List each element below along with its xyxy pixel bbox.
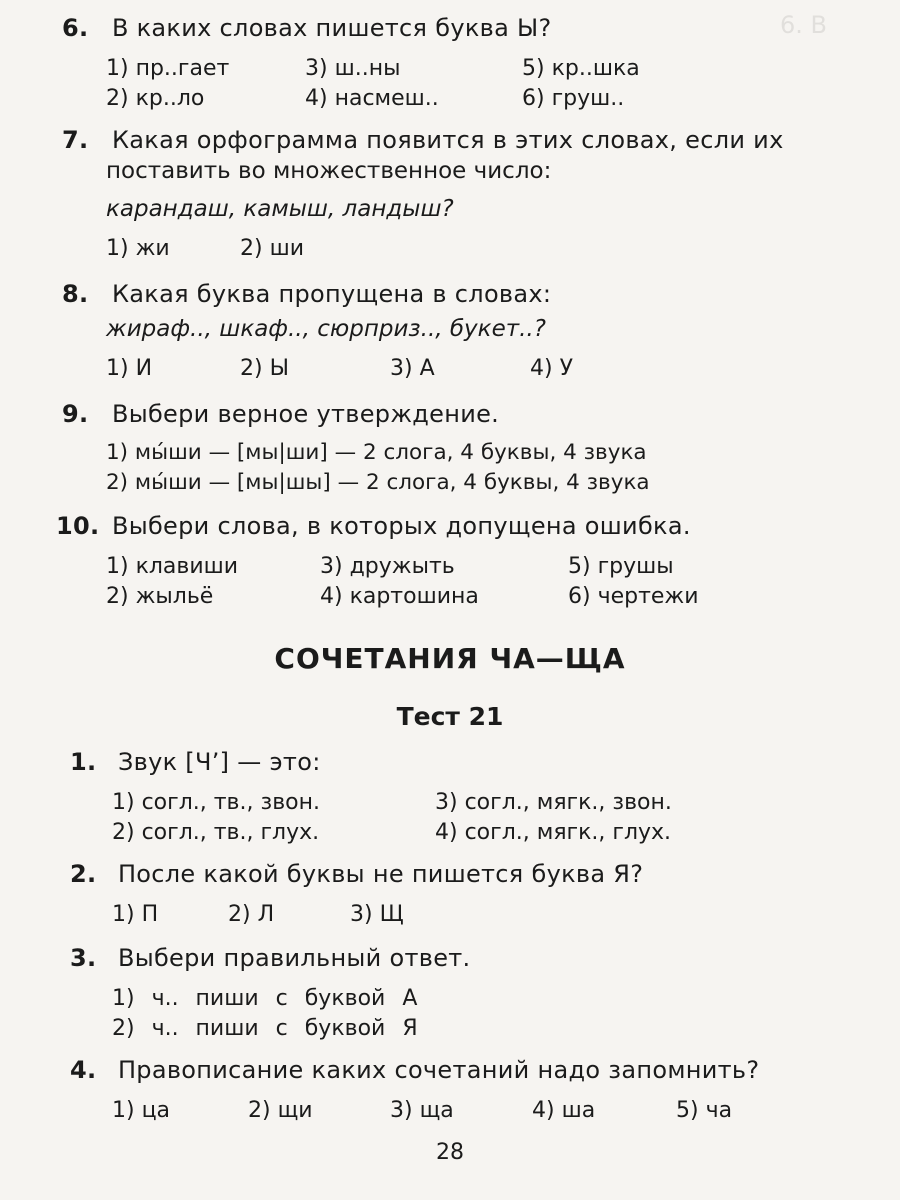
section-title: СОЧЕТАНИЯ ЧА—ЩА: [274, 642, 626, 675]
test-title: Тест 21: [396, 702, 504, 731]
question-text: В каких словах пишется буква Ы?: [111, 14, 552, 42]
question-8: [62, 280, 551, 308]
question-number: 7.: [62, 126, 89, 154]
question-number: 6.: [62, 14, 89, 42]
question-text: Выбери правильный ответ.: [117, 944, 471, 972]
option: 6) чертежи: [568, 584, 699, 609]
option: 1) согл., тв., звон.: [112, 790, 320, 815]
question-6: [62, 14, 552, 42]
option: 2) жыльё: [106, 584, 214, 609]
option: 4) согл., мягк., глух.: [435, 820, 672, 845]
option: 2) кр..ло: [106, 86, 205, 111]
question-text: Звук [Ч’] — это:: [117, 748, 321, 776]
question-text: Выбери верное утверждение.: [111, 400, 500, 428]
question-number: 10.: [56, 512, 100, 540]
question-number: 8.: [62, 280, 89, 308]
option: 2) ч.. пиши с буквой Я: [112, 1016, 418, 1041]
option: 2) ши: [240, 236, 305, 261]
option: 2) щи: [248, 1098, 313, 1123]
question-text: Правописание каких сочетаний надо запомнить?: [117, 1056, 760, 1084]
option: 2) Л: [228, 902, 275, 927]
page-number: 28: [436, 1140, 464, 1165]
question-number: 1.: [70, 748, 97, 776]
option: 1) ца: [112, 1098, 171, 1123]
option: 2) Ы: [240, 356, 289, 381]
option: 3) Щ: [350, 902, 404, 927]
question-text: Выбери слова, в которых допущена ошибка.: [111, 512, 691, 540]
option: 4) У: [530, 356, 573, 381]
question-text: Какая буква пропущена в словах:: [111, 280, 552, 308]
option: 4) картошина: [320, 584, 479, 609]
bleed-through-text: 6. В: [780, 11, 827, 39]
question-number: 4.: [70, 1056, 97, 1084]
question-2: [70, 860, 643, 888]
question-3: [70, 944, 471, 972]
option: 3) согл., мягк., звон.: [435, 790, 672, 815]
option: 3) дружыть: [320, 554, 455, 579]
question-words: жираф.., шкаф.., сюрприз.., букет..?: [106, 316, 546, 342]
question-text: После какой буквы не пишется буква Я?: [117, 860, 644, 888]
option: 1) ч.. пиши с буквой А: [112, 986, 418, 1011]
option: 4) насмеш..: [305, 86, 439, 111]
option: 5) грушы: [568, 554, 674, 579]
option: 3) ш..ны: [305, 56, 401, 81]
option: 1) пр..гает: [106, 56, 230, 81]
option: 3) А: [390, 356, 435, 381]
question-1: [70, 748, 321, 776]
question-number: 9.: [62, 400, 89, 428]
option: 1) мы́ши — [мы|ши] — 2 слога, 4 буквы, 4 звука: [106, 440, 647, 465]
question-10: [56, 512, 691, 540]
question-9: [62, 400, 499, 428]
option: 1) И: [106, 356, 153, 381]
option: 1) П: [112, 902, 159, 927]
option: 4) ша: [532, 1098, 596, 1123]
option: 3) ща: [390, 1098, 454, 1123]
question-4: [70, 1056, 759, 1084]
question-text-continued: поставить во множественное число:: [106, 158, 552, 184]
option: 1) клавиши: [106, 554, 239, 579]
option: 6) груш..: [522, 86, 625, 111]
question-text: Какая орфограмма появится в этих словах, если их: [111, 126, 784, 154]
question-number: 3.: [70, 944, 97, 972]
question-words: карандаш, камыш, ландыш?: [106, 196, 454, 222]
question-7: [62, 126, 784, 154]
option: 1) жи: [106, 236, 170, 261]
option: 5) ча: [676, 1098, 733, 1123]
option: 2) мы́ши — [мы|шы] — 2 слога, 4 буквы, 4 звука: [106, 470, 650, 495]
option: 5) кр..шка: [522, 56, 640, 81]
question-number: 2.: [70, 860, 97, 888]
option: 2) согл., тв., глух.: [112, 820, 320, 845]
